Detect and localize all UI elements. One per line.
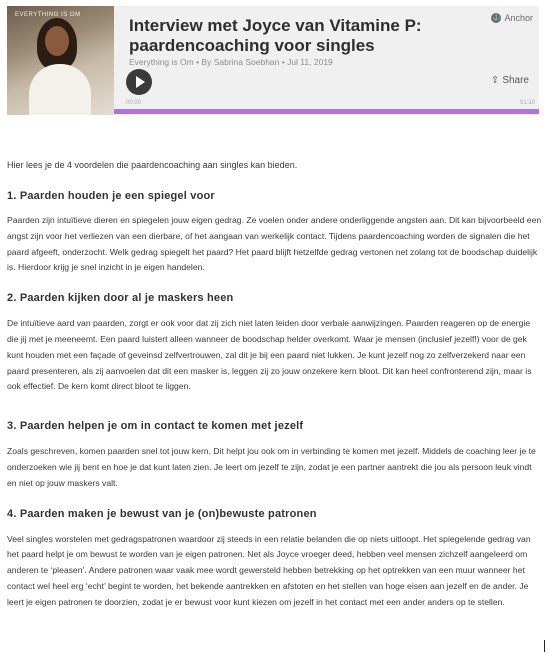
section-body-3: Zoals geschreven, komen paarden snel tot jouw kern. Dit helpt jou ook om in verbinding te komen met jezelf. Middels de coaching leer je te onderzoeken wie jij bent en hoe je dat kunt laten zien. Je leert om jezelf te zijn, zodat je een partner aantrekt die jou als persoon leuk vindt en niet op jouw maskers valt. [7,446,536,488]
progress-fill [114,109,539,114]
share-button[interactable] [491,75,529,86]
section-heading-1: 1. Paarden houden je een spiegel voor [7,190,215,202]
share-label: Share [502,75,529,86]
episode-meta: Everything is Om • By Sabrina Soebhan • Jul 11, 2019 [129,57,333,67]
article-intro: Hier lees je de 4 voordelen die paardencoaching aan singles kan bieden. [7,160,298,170]
anchor-icon: ⚓ [492,14,501,21]
section-body-4: Veel singles worstelen met gedragspatronen waardoor zij steeds in een relatie belanden die op niets uitloopt. Het spiegelende gedrag van het paard helpt je om bewust te worden van je eigen patronen. Net als Joyce vroeger deed, hebben veel mensen zichzelf aangeleerd om anderen te ‘pleasen’. Andere patronen waar vaak mee wordt gewersteld hebben betrekking op het optrekken van een muur wanneer het contact wel heel erg ‘echt’ begint te worden, het bekende aantrekken en afstoten en het stellen van hoge eisen aan jezelf en de ander. Je leert je eigen patronen te doorzien, zodat je er bewust voor kunt kiezen om jezelf in het contact met een ander anders op te stellen. [7,533,531,607]
play-button[interactable] [126,69,152,95]
cover-tag: EVERYTHING IS OM [15,12,81,18]
time-current: 00:00 [126,100,142,106]
progress-bar[interactable] [114,109,539,114]
section-body-1: Paarden zijn intuïtieve dieren en spiegelen jouw eigen gedrag. Ze voelen onder andere onderliggende angsten aan. Dit kan bijvoorbeeld een angst zijn voor het verliezen van een dierbare, of het aangaan van werkelijk contact. Tijdens paardencoaching worden de signalen die het paard afgeeft, onderzocht. Welk gedrag spiegelt het paard? Het paard blijft hetzelfde gedrag vertonen net zolang tot de boodschap duidelijk is. Hierdoor krijg je snel inzicht in je eigen handelen. [7,215,542,273]
anchor-logo-link[interactable] [491,13,533,23]
section-heading-2: 2. Paarden kijken door al je maskers heen [7,292,234,305]
section-heading-3: 3. Paarden helpen je om in contact te komen met jezelf [7,420,304,433]
cover-face [45,26,69,56]
share-icon: ⇪ [490,75,500,86]
episode-title[interactable]: Interview met Joyce van Vitamine P: paardencoaching voor singles [129,16,422,55]
anchor-label: Anchor [504,13,533,23]
section-body-2: De intuïtieve aard van paarden, zorgt er ook voor dat zij zich niet laten leiden door verbale aanwijzingen. Paarden reageren op de energie die jij met je meeneemt. Een paard luistert alleen wanneer de boodschap helder overkomt. Waar je mensen (inclusief jezelf!) voor de gek kunt houden met een façade of geveinsd zelfvertrouwen, zal dit je bij een paard niet lukken. Je kunt jezelf nog zo zelfverzekerd naar een paard presenteren, als zij aanvoelen dat dit een masker is, leggen zij zo jouw onzekere kern bloot. Dit kan heel confronterend zijn, maar is ook effectief. De kern komt direct bloot te liggen. [7,318,532,392]
podcast-player [7,6,539,115]
text-cursor [544,640,545,652]
section-heading-4: 4. Paarden maken je bewust van je (on)bewuste patronen [7,507,317,520]
article-body [7,158,542,611]
cover-dress [29,64,91,115]
episode-cover-image[interactable] [7,6,114,115]
time-total: 51:10 [519,100,535,106]
